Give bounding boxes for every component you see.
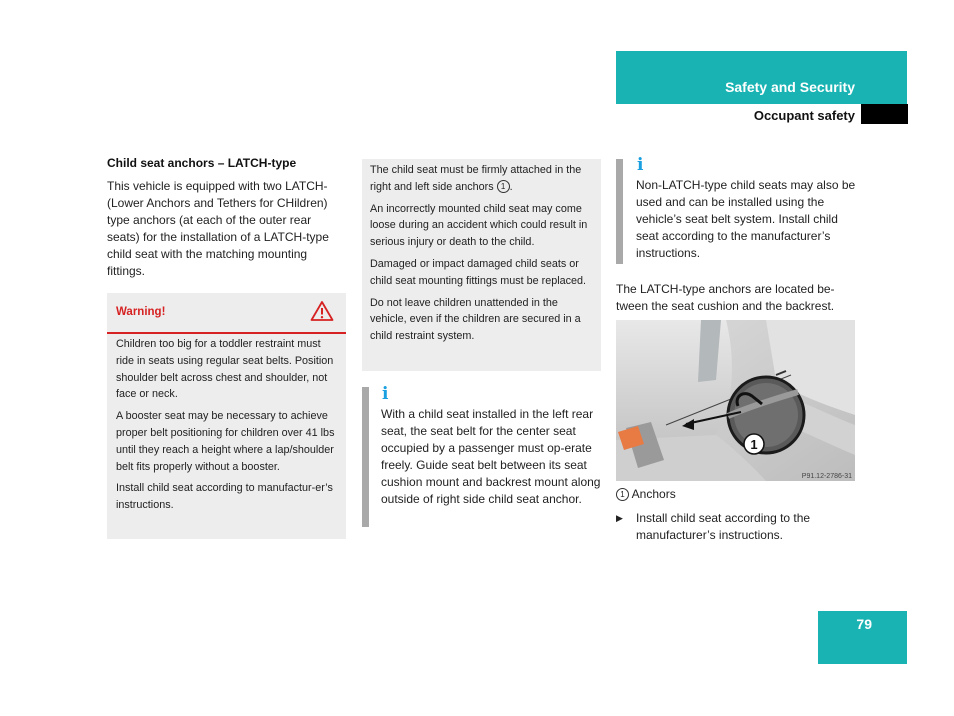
caution-text: The child seat must be firmly attached in the right and left side anchors — [370, 164, 582, 193]
photo-callout-number: 1 — [750, 437, 758, 452]
caution-paragraph: Do not leave children unattended in the vehicle, even if the children are secured in a child restraint system. — [370, 296, 581, 343]
subsection-title: Occupant safety — [753, 108, 855, 123]
section-heading: Child seat anchors – LATCH-type — [107, 156, 297, 170]
note-bar — [616, 159, 623, 264]
photo-code: P91.12-2786-31 — [801, 473, 852, 480]
info-icon: i — [382, 384, 389, 404]
caution-body — [370, 162, 595, 350]
header-bar — [616, 51, 907, 104]
warning-label: Warning! — [116, 306, 166, 318]
info-note-text: With a child seat installed in the left rear seat, the seat belt for the center seat occupied by a passenger must op-erate freely. Guide seat belt between its seat cushion mount and backrest mount along outside of right side child seat anchor. — [381, 407, 601, 506]
info-icon: i — [637, 155, 644, 175]
latch-anchor-photo — [616, 320, 855, 481]
caution-box — [362, 159, 601, 371]
step-text: Install child seat according to the manufacturer’s instructions. — [636, 511, 811, 542]
warning-paragraph: A booster seat may be necessary to achieve proper belt positioning for children over 41 lbs until they reach a height where a lap/shoulder belt fits properly without a booster. — [116, 410, 335, 473]
warning-header — [107, 293, 346, 334]
intro-paragraph — [107, 178, 347, 280]
intro-line: fittings. — [107, 264, 146, 278]
warning-paragraph: Children too big for a toddler restraint must ride in seats using regular seat belts. Position shoulder belt across chest and shoulder, not face or neck. — [116, 338, 334, 401]
intro-line: (Lower Anchors and Tethers for CHildren) — [107, 196, 328, 210]
caution-paragraph: An incorrectly mounted child seat may come loose during an accident which could result in serious injury or death to the child. — [370, 202, 588, 249]
warning-paragraph: Install child seat according to manufactur-er’s instructions. — [116, 482, 333, 512]
note-bar — [362, 387, 369, 527]
section-title: Safety and Security — [725, 79, 855, 95]
photo-legend — [616, 486, 856, 503]
page-number: 79 — [856, 616, 872, 632]
anchor-ref-circle: 1 — [497, 180, 510, 193]
warning-body — [116, 336, 339, 519]
warning-box — [107, 293, 346, 539]
intro-line: type anchors (at each of the outer rear — [107, 213, 312, 227]
caution-text-end: . — [509, 180, 513, 193]
intro-line: This vehicle is equipped with two LATCH- — [107, 179, 328, 193]
warning-triangle-icon — [310, 300, 334, 327]
caution-paragraph — [370, 162, 595, 196]
anchor-location-text: The LATCH-type anchors are located be-tween the seat cushion and the backrest. — [616, 282, 835, 313]
caution-paragraph: Damaged or impact damaged child seats or child seat mounting fittings must be replaced. — [370, 257, 587, 287]
intro-line: child seat with the matching mounting — [107, 247, 308, 261]
legend-number: 1 — [616, 488, 629, 501]
legend-text: Anchors — [631, 487, 676, 501]
info-note-text: Non-LATCH-type child seats may also be used and can be installed using the vehicle’s seat belt system. Install child seat according to the manufacturer’s instructions. — [636, 178, 856, 260]
subsection-marker — [861, 104, 908, 124]
step-marker-icon: ▶ — [616, 513, 623, 523]
intro-line: seats) for the installation of a LATCH-type — [107, 230, 329, 244]
